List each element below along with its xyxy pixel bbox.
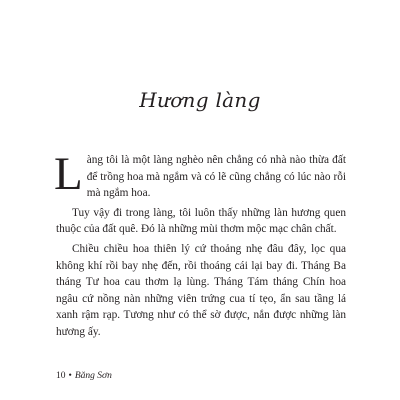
body-text [54, 148, 346, 344]
drop-cap: L [54, 148, 83, 200]
page-number: 10 [56, 371, 66, 381]
paragraph-1-text: àng tôi là một làng nghèo nên chẳng có nhà nào thừa đất để trồng hoa mà ngắm và có lẽ cũng chẳng có lúc nào rỗi mà ngắm hoa. [86, 154, 346, 200]
paragraph-2: Tuy vậy đi trong làng, tôi luôn thấy những làn hương quen thuộc của đất quê. Đó là những mùi thơm mộc mạc chân chất. [56, 206, 346, 236]
paragraph-1 [54, 148, 346, 202]
page-footer [56, 371, 112, 381]
footer-separator: • [68, 371, 72, 381]
chapter-title: Hương làng [139, 88, 261, 112]
paragraph-3: Chiều chiều hoa thiên lý cứ thoảng nhẹ đâu đây, lọc qua không khí rồi bay nhẹ đến, rồi thoáng cái lại bay đi. Tháng Ba tháng Tư hoa cau thơm lạ lùng. Tháng Tám tháng Chín hoa ngâu cứ nồng nàn những viên trứng cua tí tẹo, ẩn sau tầng lá xanh rậm rạp. Tương như có thể sờ được, nắn được những làn hương ấy. [56, 242, 346, 338]
author-name: Băng Sơn [74, 371, 112, 381]
